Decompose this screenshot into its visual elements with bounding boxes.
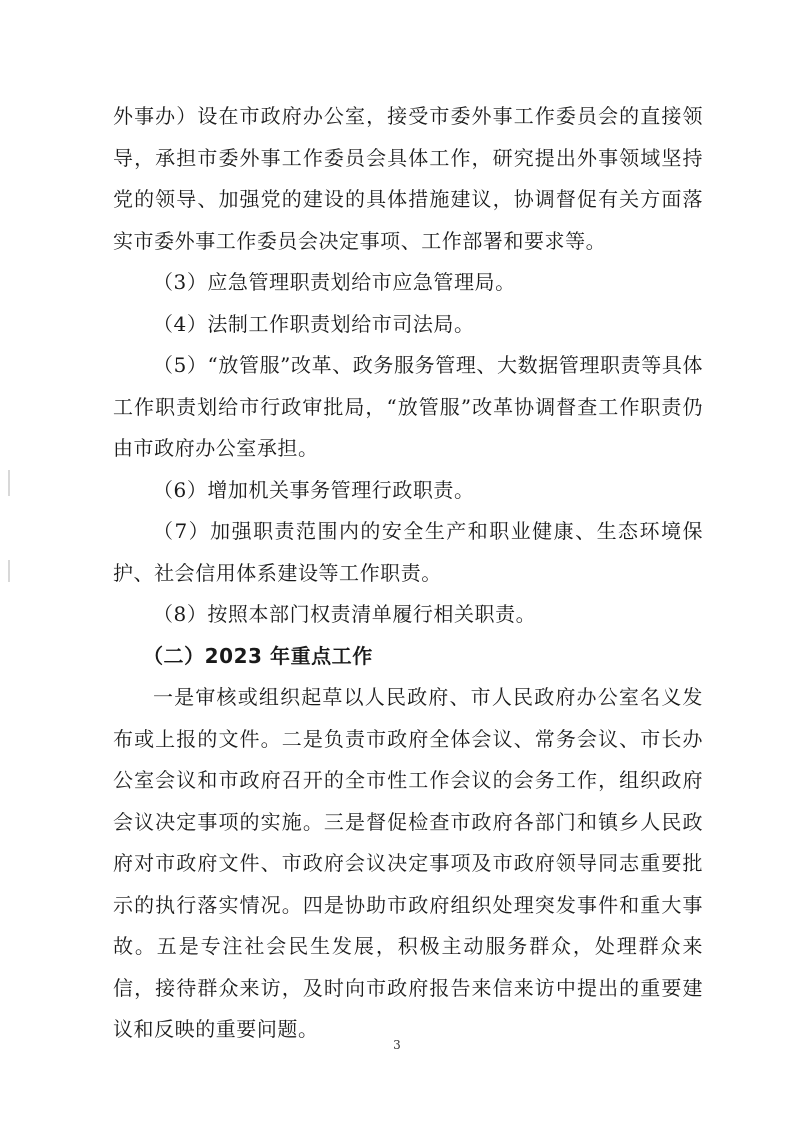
paragraph-key-work: 一是审核或组织起草以人民政府、市人民政府办公室名义发布或上报的文件。二是负责市政府全体会议、常务会议、市长办公室会议和市政府召开的全市性工作会议的会务工作，组织政府会议决定事项的实施。三是督促检查市政府各部门和镇乡人民政府对市政府文件、市政府会议决定事项及市政府领导同志重要批示的执行落实情况。四是协助市政府组织处理突发事件和重大事故。五是专注社会民生发展，积极主动服务群众，处理群众来信，接待群众来访，及时向市政府报告来信来访中提出的重要建议和反映的重要问题。 bbox=[113, 685, 703, 1041]
paragraph-item-3: （3）应急管理职责划给市应急管理局。 bbox=[153, 270, 516, 294]
paragraph-foreign-affairs: 外事办）设在市政府办公室，接受市委外事工作委员会的直接领导，承担市委外事工作委员会具体工作，研究提出外事领域坚持党的领导、加强党的建设的具体措施建议，协调督促有关方面落实市委外事工作委员会决定事项、工作部署和要求等。 bbox=[113, 104, 703, 253]
paragraph-item-5: （5）“放管服”改革、政务服务管理、大数据管理职责等具体工作职责划给市行政审批局，“放管服”改革协调督查工作职责仍由市政府办公室承担。 bbox=[113, 353, 703, 460]
paragraph-item-4: （4）法制工作职责划给市司法局。 bbox=[153, 311, 475, 336]
paragraph-item-7: （7）加强职责范围内的安全生产和职业健康、生态环境保护、社会信用体系建设等工作职责。 bbox=[113, 519, 703, 585]
binding-margin-mark bbox=[8, 470, 10, 496]
binding-margin-mark bbox=[8, 560, 10, 582]
paragraph-item-8: （8）按照本部门权责清单履行相关职责。 bbox=[153, 602, 537, 626]
document-body bbox=[113, 96, 703, 1051]
section-heading: （二）2023 年重点工作 bbox=[143, 643, 373, 668]
paragraph-item-6: （6）增加机关事务管理行政职责。 bbox=[153, 477, 475, 502]
page-number: 3 bbox=[393, 1038, 401, 1052]
